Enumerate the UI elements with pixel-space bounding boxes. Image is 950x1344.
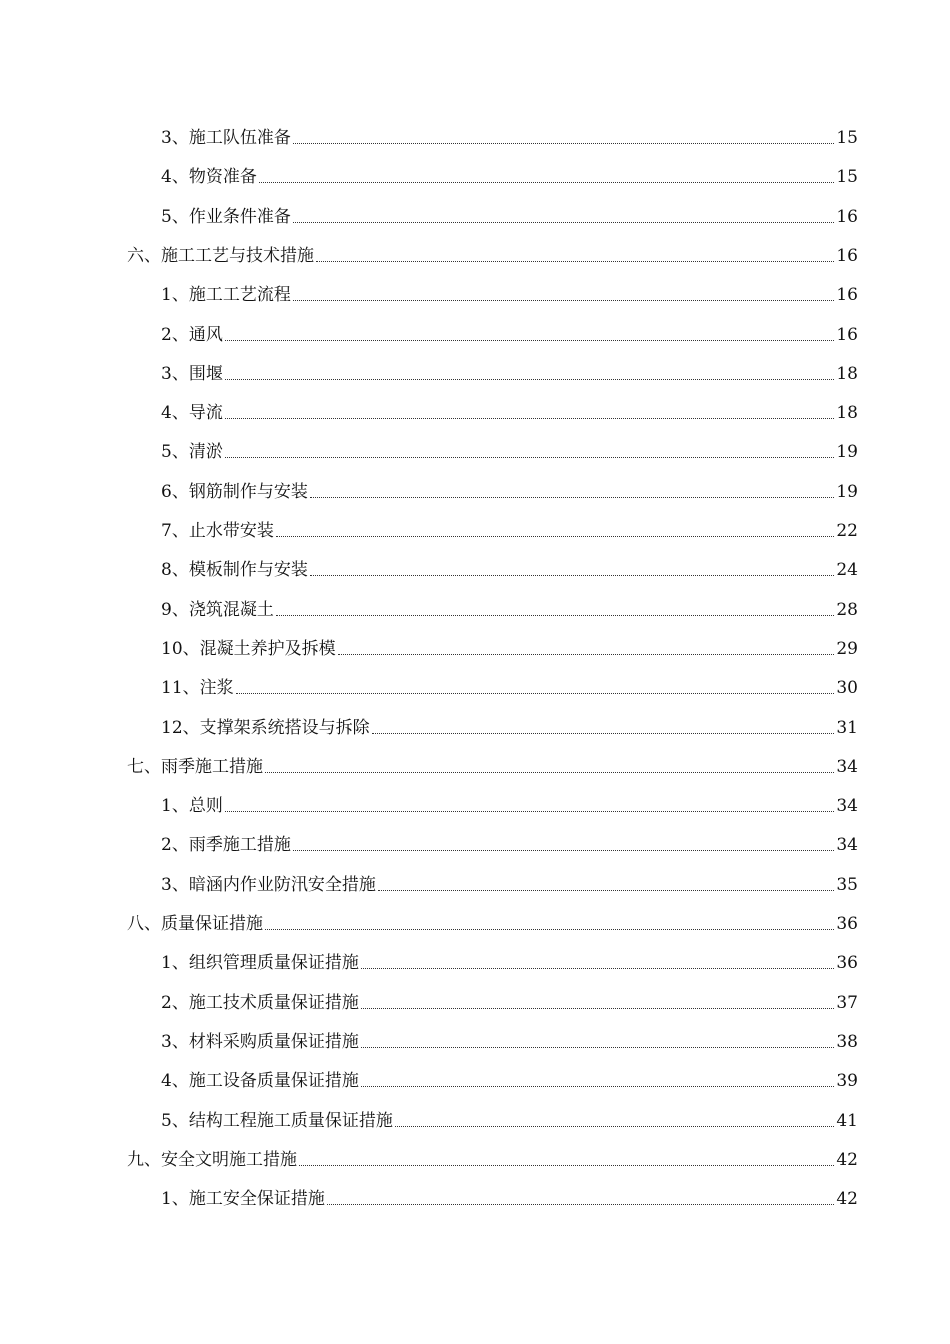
toc-dot-leader [361,1085,835,1087]
toc-page-number: 15 [836,128,858,148]
toc-section-entry[interactable] [161,157,858,187]
toc-page-number: 36 [836,953,858,974]
toc-page-number: 19 [836,481,858,502]
toc-section-entry[interactable] [161,550,858,580]
toc-dot-leader [293,142,835,144]
toc-dot-leader [361,1046,835,1048]
toc-dot-leader [276,535,835,537]
toc-page-number: 36 [836,914,858,934]
toc-entry-title: 12、支撑架系统搭设与拆除 [161,717,370,738]
toc-entry-title: 5、结构工程施工质量保证措施 [161,1110,393,1131]
toc-entry-title: 六、施工工艺与技术措施 [127,245,314,266]
toc-page-number: 16 [836,324,858,345]
toc-dot-leader [327,1203,835,1205]
toc-entry-title: 5、作业条件准备 [161,206,291,227]
toc-dot-leader [293,299,835,301]
toc-page-number: 31 [836,717,858,738]
toc-dot-leader [225,339,835,341]
toc-dot-leader [225,378,835,380]
toc-dot-leader [265,928,834,930]
toc-entry-title: 1、总则 [161,796,223,817]
toc-entry-title: 8、模板制作与安装 [161,560,308,581]
toc-entry-title: 11、注浆 [161,678,234,699]
toc-entry-title: 2、雨季施工措施 [161,835,291,856]
toc-entry-title: 2、通风 [161,324,223,345]
toc-entry-title: 10、混凝土养护及拆模 [161,638,336,659]
toc-chapter-entry[interactable] [127,1140,858,1170]
toc-dot-leader [310,574,835,576]
toc-page-number: 38 [836,1031,858,1052]
toc-section-entry[interactable] [161,315,858,345]
toc-dot-leader [265,771,834,773]
toc-page-number: 34 [836,796,858,817]
toc-entry-title: 4、导流 [161,403,223,424]
toc-section-entry[interactable] [161,511,858,541]
toc-page-number: 28 [836,599,858,620]
toc-section-entry[interactable] [161,590,858,620]
toc-section-entry[interactable] [161,393,858,423]
toc-section-entry[interactable] [161,432,858,462]
toc-section-entry[interactable] [161,825,858,855]
toc-page-number: 16 [836,285,858,306]
toc-entry-title: 八、质量保证措施 [127,914,263,934]
toc-chapter-entry[interactable] [127,904,858,934]
toc-section-entry[interactable] [161,983,858,1013]
toc-entry-title: 9、浇筑混凝土 [161,599,274,620]
toc-dot-leader [259,181,835,183]
toc-entry-title: 4、物资准备 [161,167,257,188]
toc-section-entry[interactable] [161,708,858,738]
toc-dot-leader [372,732,835,734]
toc-entry-title: 4、施工设备质量保证措施 [161,1071,359,1092]
toc-page-number: 15 [836,167,858,188]
toc-page-number: 18 [836,403,858,424]
toc-page-number: 34 [836,756,858,777]
toc-section-entry[interactable] [161,275,858,305]
toc-page-number: 16 [836,245,858,266]
toc-entry-title: 2、施工技术质量保证措施 [161,992,359,1013]
toc-page-number: 22 [836,521,858,541]
toc-chapter-entry[interactable] [127,747,858,777]
toc-page-number: 37 [836,992,858,1013]
toc-section-entry[interactable] [161,668,858,698]
toc-dot-leader [225,417,835,419]
toc-dot-leader [276,614,835,616]
toc-entry-title: 九、安全文明施工措施 [127,1149,297,1170]
toc-section-entry[interactable] [161,1022,858,1052]
toc-dot-leader [236,692,835,694]
toc-entry-title: 1、施工安全保证措施 [161,1189,325,1210]
toc-dot-leader [293,849,835,851]
toc-section-entry[interactable] [161,118,858,148]
toc-section-entry[interactable] [161,472,858,502]
toc-page-number: 30 [836,678,858,699]
toc-dot-leader [293,221,835,223]
toc-page-number: 18 [836,363,858,384]
toc-section-entry[interactable] [161,629,858,659]
toc-dot-leader [225,456,835,458]
toc-dot-leader [225,810,835,812]
toc-entry-title: 7、止水带安装 [161,521,274,541]
toc-section-entry[interactable] [161,943,858,973]
toc-section-entry[interactable] [161,786,858,816]
toc-dot-leader [316,260,834,262]
toc-page-number: 29 [836,638,858,659]
toc-page-number: 41 [836,1110,858,1131]
toc-dot-leader [310,496,835,498]
toc-page-number: 16 [836,206,858,227]
toc-entry-title: 3、施工队伍准备 [161,128,291,148]
toc-dot-leader [361,1007,835,1009]
toc-entry-title: 1、组织管理质量保证措施 [161,953,359,974]
toc-entry-title: 七、雨季施工措施 [127,756,263,777]
toc-entry-title: 3、材料采购质量保证措施 [161,1031,359,1052]
toc-section-entry[interactable] [161,354,858,384]
toc-dot-leader [378,889,835,891]
toc-entry-title: 1、施工工艺流程 [161,285,291,306]
toc-section-entry[interactable] [161,1101,858,1131]
toc-entry-title: 3、暗涵内作业防汛安全措施 [161,874,376,895]
toc-page-number: 42 [836,1189,858,1210]
toc-entry-title: 5、清淤 [161,442,223,463]
toc-section-entry[interactable] [161,865,858,895]
toc-section-entry[interactable] [161,1061,858,1091]
toc-chapter-entry[interactable] [127,236,858,266]
toc-section-entry[interactable] [161,1179,858,1209]
toc-page-number: 19 [836,442,858,463]
toc-page-number: 34 [836,835,858,856]
toc-entry-title: 3、围堰 [161,363,223,384]
toc-page-number: 24 [836,560,858,581]
toc-dot-leader [338,653,835,655]
toc-page-number: 35 [836,874,858,895]
toc-dot-leader [361,967,835,969]
toc-page-number: 39 [836,1071,858,1092]
toc-section-entry[interactable] [161,197,858,227]
toc-entry-title: 6、钢筋制作与安装 [161,481,308,502]
toc-dot-leader [299,1164,834,1166]
toc-page-number: 42 [836,1149,858,1170]
toc-dot-leader [395,1125,835,1127]
